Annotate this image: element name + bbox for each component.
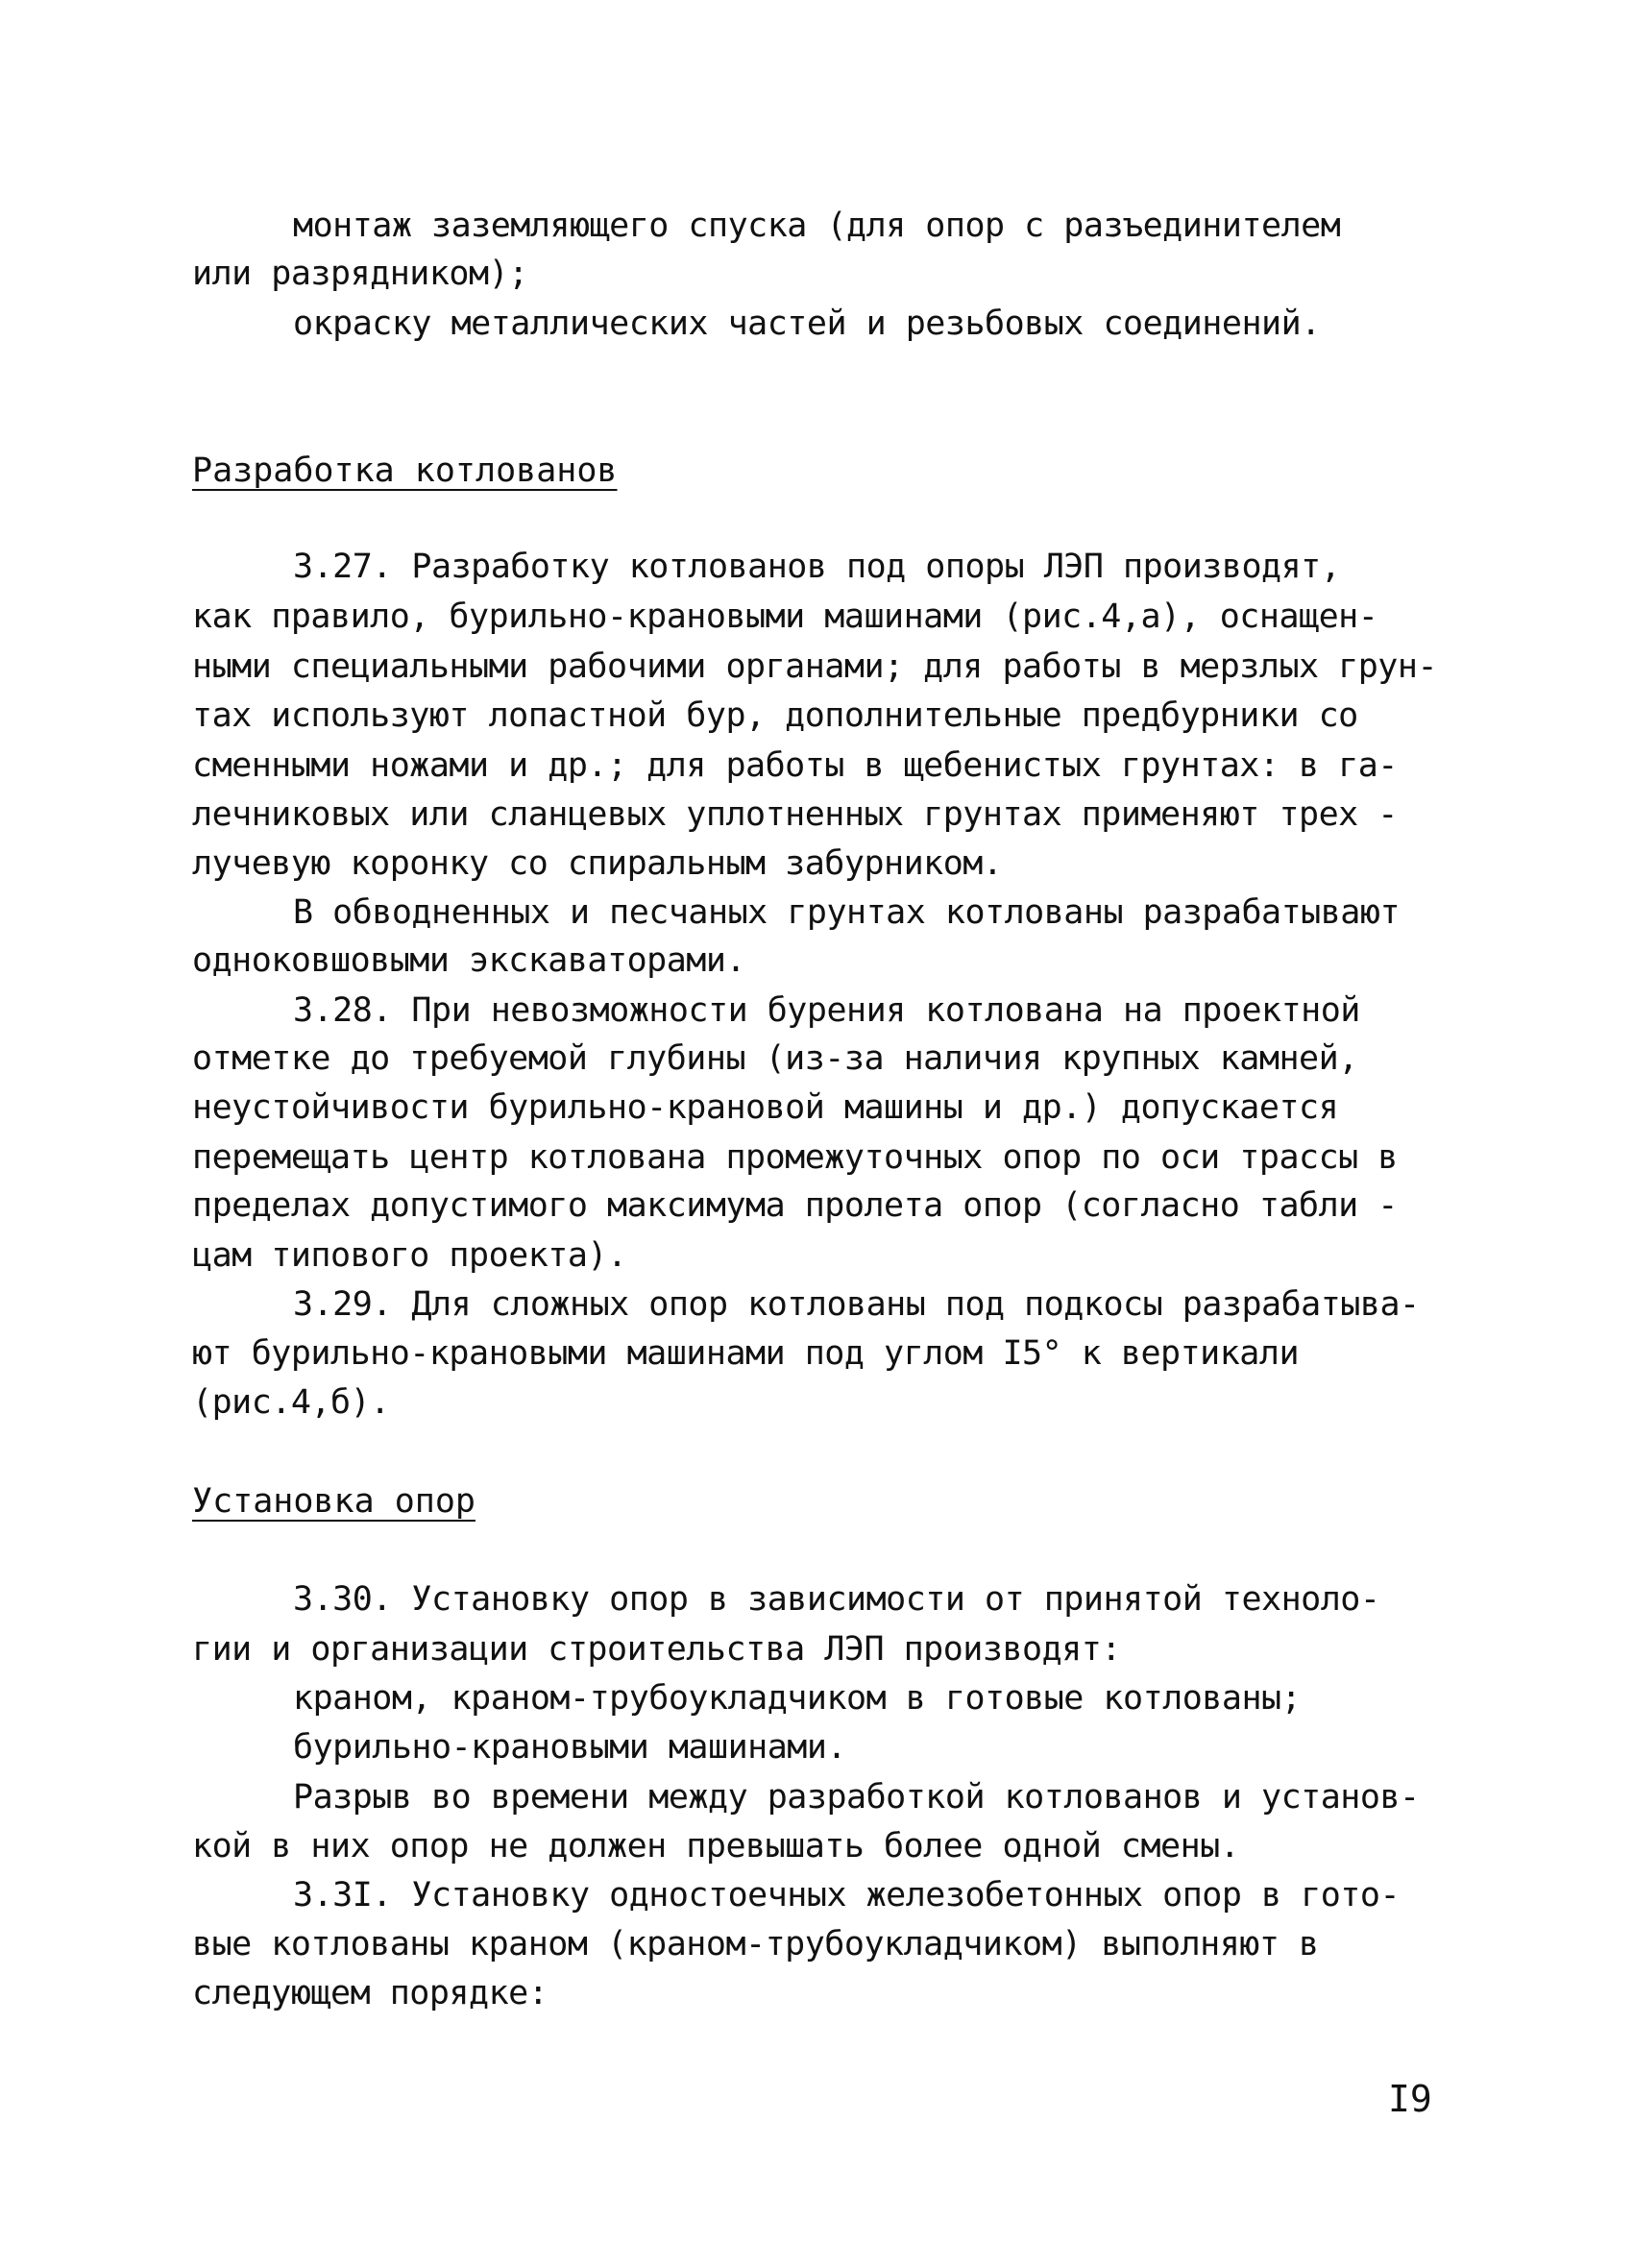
text-line: как правило, бурильно-крановыми машинами (рис.4,а), оснащен- — [192, 597, 1378, 636]
text-line: гии и организации строительства ЛЭП производят: — [192, 1630, 1121, 1669]
text-line: Разрыв во времени между разработкой котлованов и установ- — [293, 1778, 1420, 1817]
text-line: ют бурильно-крановыми машинами под углом I5° к вертикали — [192, 1334, 1300, 1373]
text-line: лечниковых или сланцевых уплотненных грунтах применяют трех - — [192, 795, 1398, 834]
text-line: ными специальными рабочими органами; для работы в мерзлых грун- — [192, 647, 1438, 686]
text-line: тах используют лопастной бур, дополнительные предбурники со — [192, 696, 1358, 735]
text-line: 3.28. При невозможности бурения котлована на проектной — [293, 991, 1360, 1030]
text-line: вые котлованы краном (краном-трубоукладчиком) выполняют в — [192, 1925, 1319, 1963]
text-line: 3.30. Установку опор в зависимости от принятой техноло- — [293, 1580, 1380, 1619]
text-line: перемещать центр котлована промежуточных опор по оси трассы в — [192, 1138, 1398, 1177]
text-line: окраску металлических частей и резьбовых соединений. — [293, 305, 1321, 343]
text-line: кой в них опор не должен превышать более одной смены. — [192, 1827, 1240, 1866]
page-number: I9 — [1388, 2078, 1432, 2120]
text-line: следующем порядке: — [192, 1974, 548, 2012]
text-line: отметке до требуемой глубины (из-за наличия крупных камней, — [192, 1039, 1358, 1078]
text-line: или разрядником); — [192, 255, 528, 293]
text-line: бурильно-крановыми машинами. — [293, 1728, 847, 1767]
section-heading: Разработка котлованов — [192, 451, 618, 490]
text-line: краном, краном-трубоукладчиком в готовые котлованы; — [293, 1679, 1302, 1718]
text-line: сменными ножами и др.; для работы в щебенистых грунтах: в га- — [192, 746, 1398, 785]
text-line: цам типового проекта). — [192, 1236, 627, 1275]
section-heading: Установка опор — [192, 1482, 476, 1521]
text-line: неустойчивости бурильно-крановой машины и др.) допускается — [192, 1088, 1339, 1127]
text-line: (рис.4,б). — [192, 1383, 390, 1422]
text-line: пределах допустимого максимума пролета опор (согласно табли - — [192, 1186, 1398, 1225]
text-line: 3.3I. Установку одностоечных железобетонных опор в гото- — [293, 1876, 1401, 1914]
text-line: одноковшовыми экскаваторами. — [192, 941, 746, 980]
text-line: В обводненных и песчаных грунтах котлованы разрабатывают — [293, 893, 1401, 932]
text-line: лучевую коронку со спиральным забурником. — [192, 844, 1003, 883]
text-line: 3.27. Разработку котлованов под опоры ЛЭП производят, — [293, 548, 1341, 586]
text-line: монтаж заземляющего спуска (для опор с разъединителем — [293, 207, 1341, 245]
text-line: 3.29. Для сложных опор котлованы под подкосы разрабатыва- — [293, 1285, 1420, 1324]
